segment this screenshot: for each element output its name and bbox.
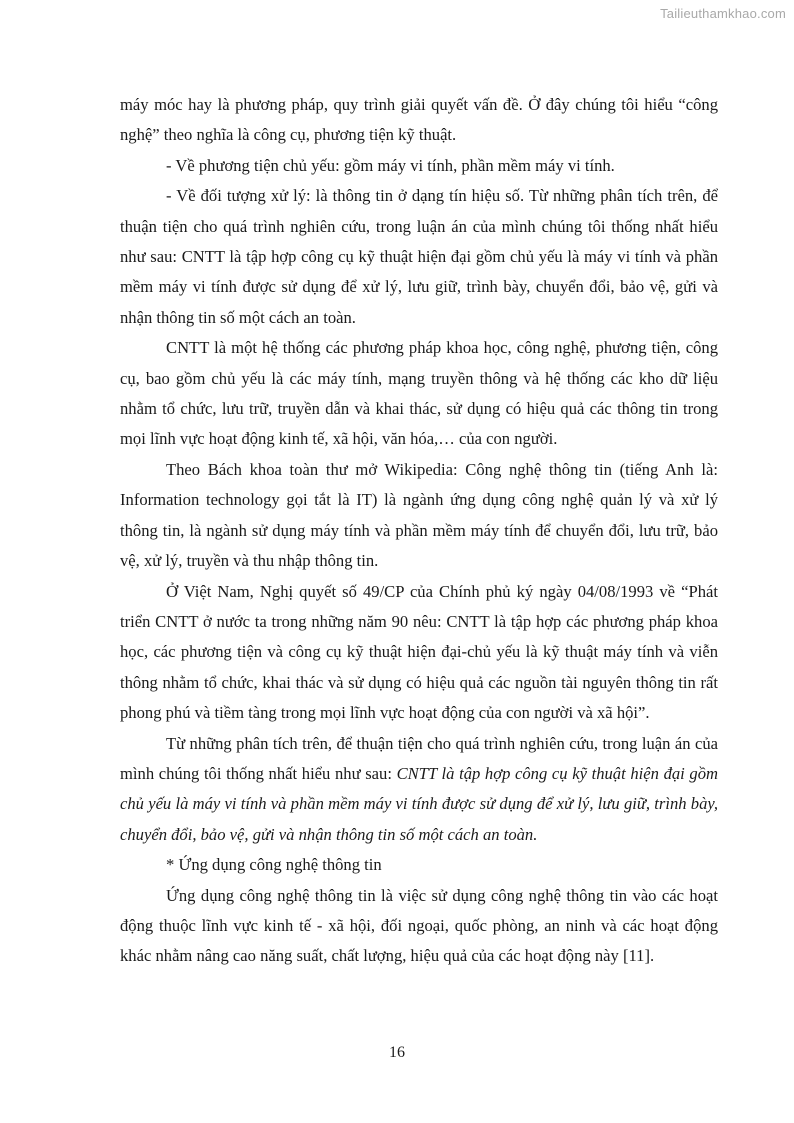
paragraph-6: Ở Việt Nam, Nghị quyết số 49/CP của Chính phủ ký ngày 04/08/1993 về “Phát triển CNTT ở nước ta trong những năm 90 nêu: CNTT là tập hợp các phương pháp khoa học, các phương tiện và công cụ kỹ thuật hiện đại-chủ yếu là kỹ thuật máy tính và viễn thông nhằm tổ chức, khai thác và sử dụng có hiệu quả các nguồn tài nguyên thông tin rất phong phú và tiềm tàng trong mọi lĩnh vực hoạt động của con người và xã hội”. [120, 581, 718, 723]
paragraph-7 [120, 729, 718, 851]
paragraph-1: máy móc hay là phương pháp, quy trình giải quyết vấn đề. Ở đây chúng tôi hiểu “công nghệ” theo nghĩa là công cụ, phương tiện kỹ thuật. [120, 95, 718, 145]
watermark: Tailieuthamkhao.com [660, 6, 786, 21]
paragraph-2: - Về phương tiện chủ yếu: gồm máy vi tính, phần mềm máy vi tính. [166, 155, 615, 175]
paragraph-3: - Về đối tượng xử lý: là thông tin ở dạng tín hiệu số. Từ những phân tích trên, để thuận tiện cho quá trình nghiên cứu, trong luận án của mình chúng tôi thống nhất hiểu như sau: CNTT là tập hợp công cụ kỹ thuật hiện đại gồm chủ yếu là máy vi tính và phần mềm máy vi tính được sử dụng để xử lý, lưu giữ, trình bày, chuyển đổi, bảo vệ, gửi và nhận thông tin số một cách an toàn. [120, 186, 718, 327]
paragraph-9: Ứng dụng công nghệ thông tin là việc sử dụng công nghệ thông tin vào các hoạt động thuộc lĩnh vực kinh tế - xã hội, đối ngoại, quốc phòng, an ninh và các hoạt động khác nhằm nâng cao năng suất, chất lượng, hiệu quả của các hoạt động này [11]. [120, 885, 718, 966]
section-heading-it-application: * Ứng dụng công nghệ thông tin [166, 855, 382, 875]
page-body [120, 90, 718, 972]
paragraph-5: Theo Bách khoa toàn thư mở Wikipedia: Công nghệ thông tin (tiếng Anh là: Information technology gọi tắt là IT) là ngành ứng dụng công nghệ quản lý và xử lý thông tin, là ngành sử dụng máy tính và phần mềm máy tính để chuyển đổi, lưu trữ, bảo vệ, xử lý, truyền và thu nhập thông tin. [120, 459, 718, 571]
paragraph-4: CNTT là một hệ thống các phương pháp khoa học, công nghệ, phương tiện, công cụ, bao gồm chủ yếu là các máy tính, mạng truyền thông và hệ thống các kho dữ liệu nhằm tổ chức, lưu trữ, truyền dẫn và khai thác, sử dụng có hiệu quả các thông tin trong mọi lĩnh vực hoạt động kinh tế, xã hội, văn hóa,… của con người. [120, 338, 718, 449]
it-definition: CNTT là tập hợp công cụ kỹ thuật hiện đại gồm chủ yếu là máy vi tính và phần mềm máy vi tính được sử dụng để xử lý, lưu giữ, trình bày, chuyển đổi, bảo vệ, gửi và nhận thông tin số một cách an toàn. [120, 763, 718, 844]
paragraph-7-intro: Từ những phân tích trên, để thuận tiện cho quá trình nghiên cứu, trong luận án của mình chúng tôi thống nhất hiểu như sau: [120, 733, 718, 783]
page-number: 16 [389, 1044, 405, 1061]
